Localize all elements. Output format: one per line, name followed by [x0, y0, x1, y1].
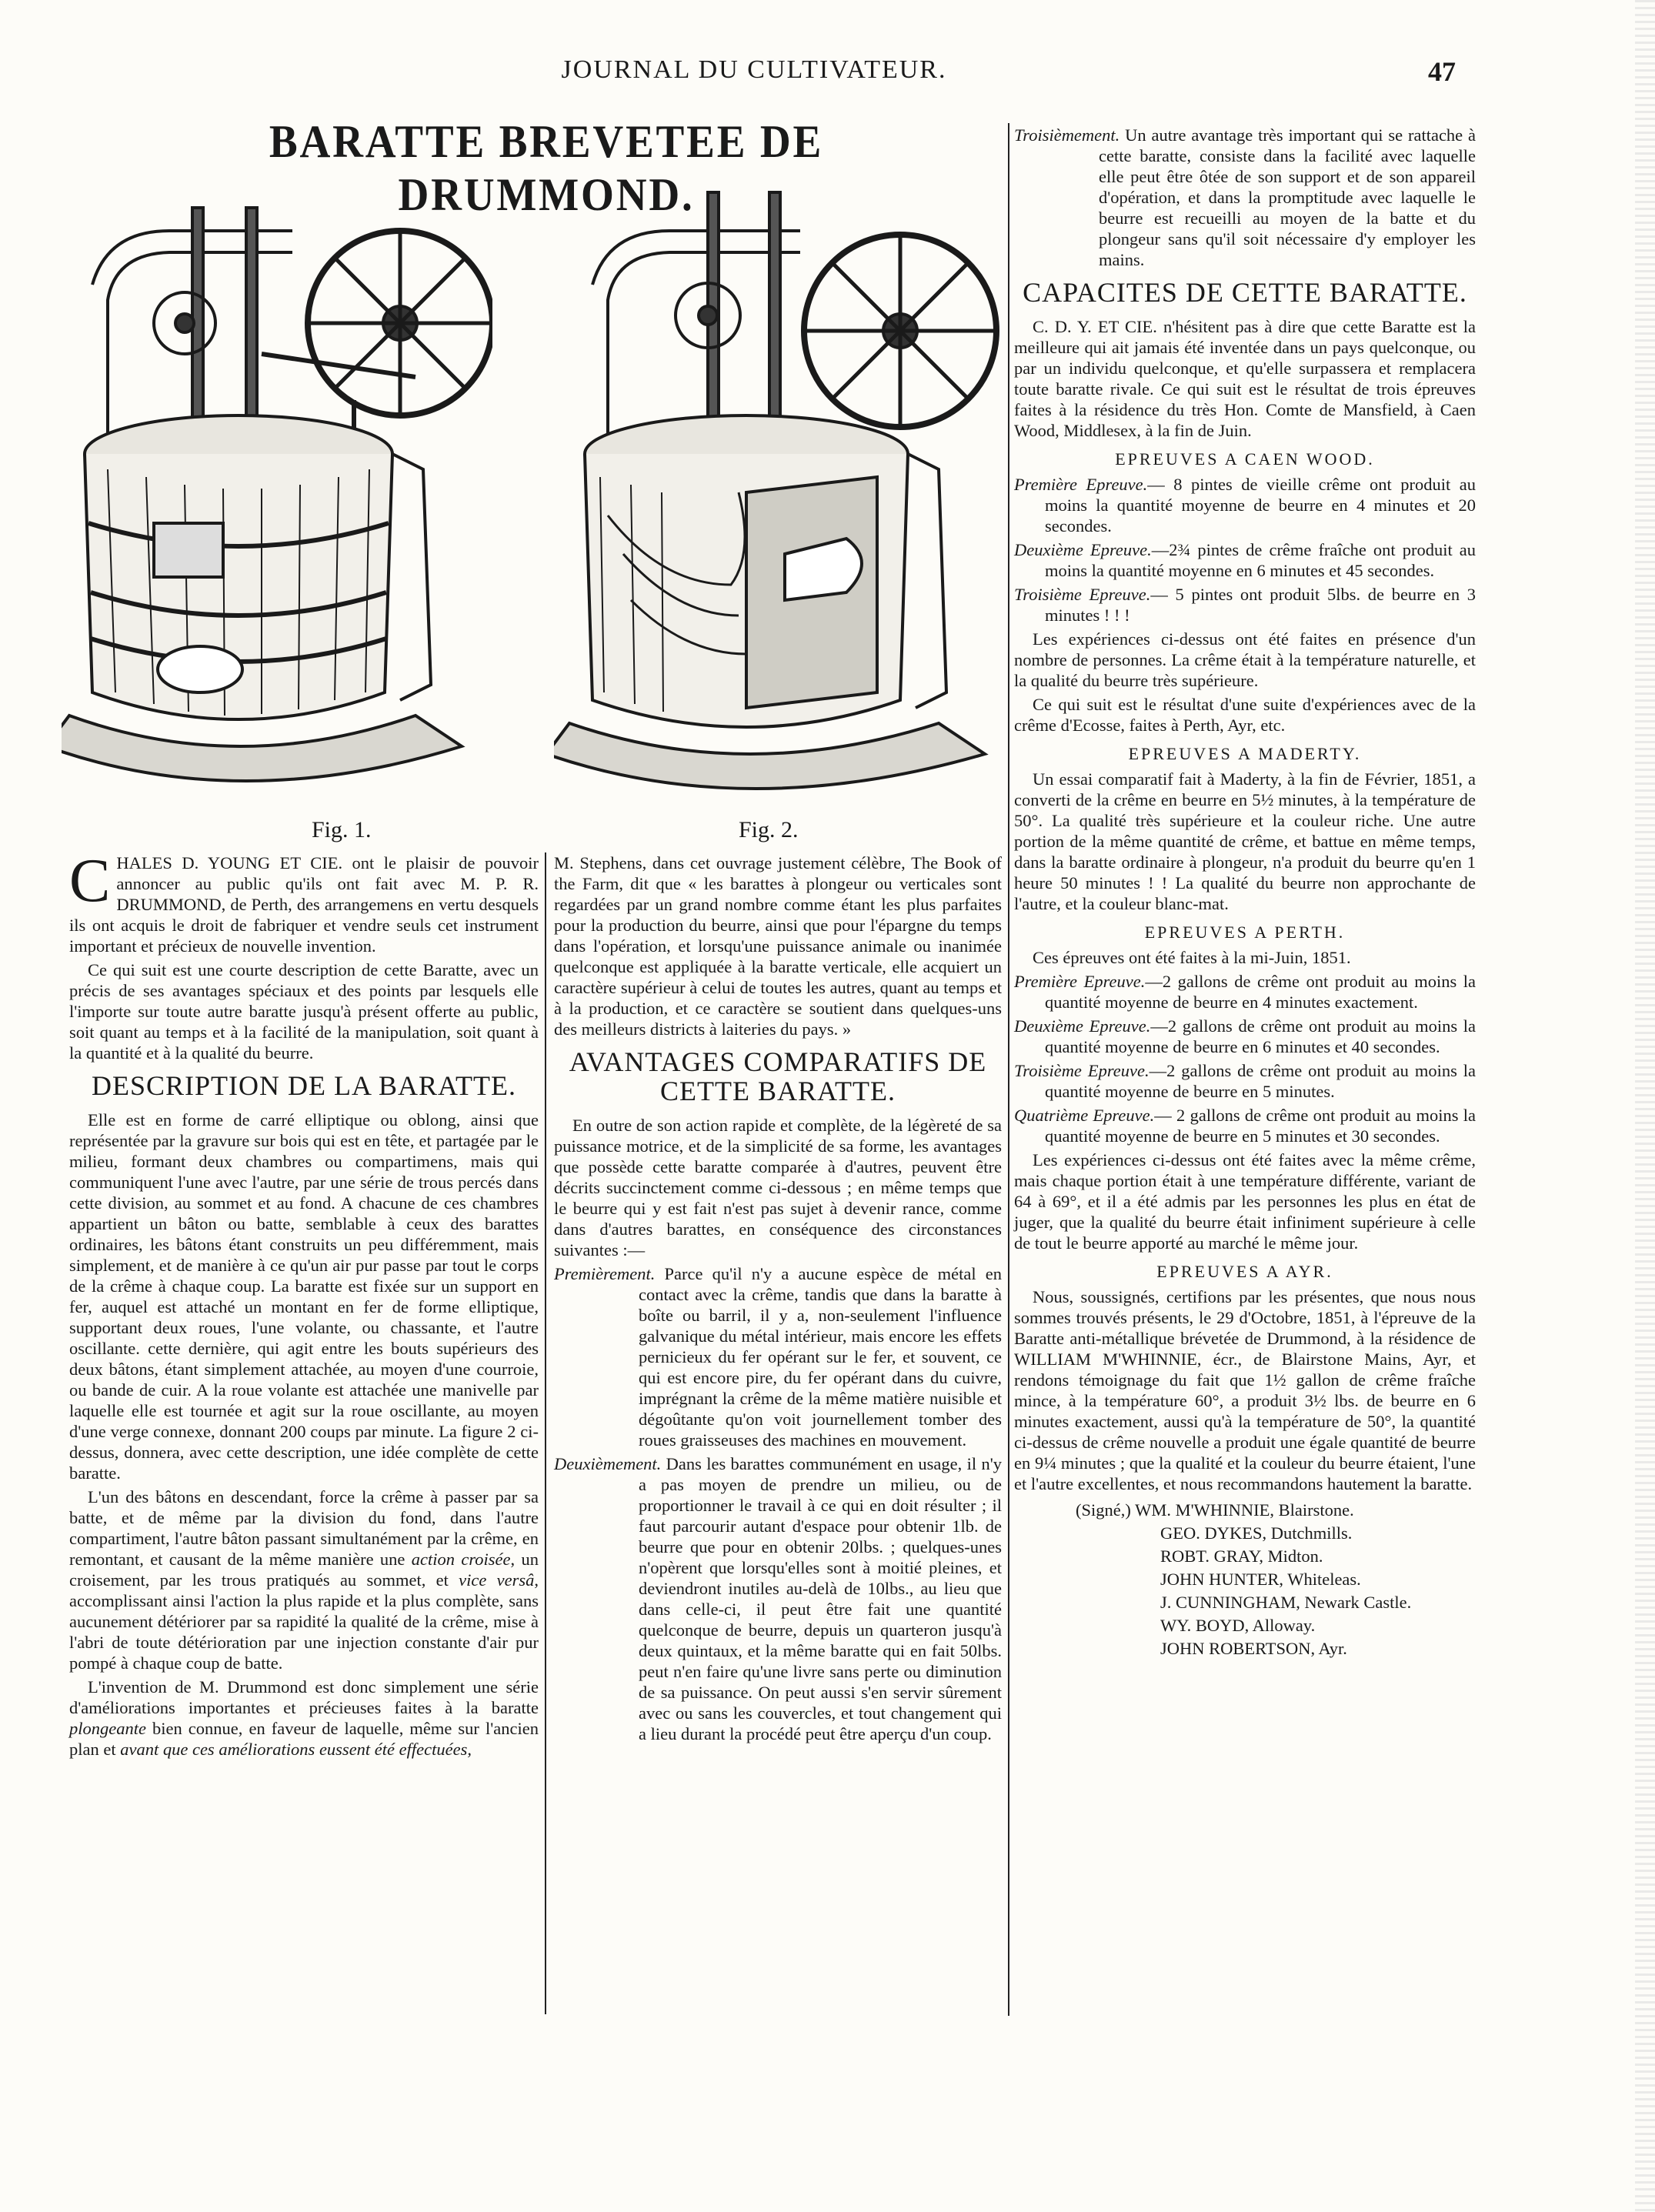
text-run: L'invention de M. Drummond est donc simplement une série d'améliorations importantes et précieuses faites à la baratte — [69, 1677, 539, 1717]
figure-2-churn-open — [554, 154, 1000, 808]
figure-2-caption: Fig. 2. — [739, 817, 799, 842]
perth-note: Les expériences ci-dessus ont été faites avec la même crême, mais chaque portion était à une température différente, variant de 64 à 69°, et il a été admis par les personnes les plus en état de juger, que la qualité du beurre était infiniment supérieure à celle de tout le beurre apporté au marché le même jour. — [1014, 1150, 1476, 1253]
text-run: , un croisement, par les trous pratiqués au sommet, et — [69, 1550, 539, 1590]
signatory: JOHN HUNTER, Whiteleas. — [1160, 1570, 1361, 1589]
column-rule-left — [545, 852, 546, 2014]
page-number: 47 — [1428, 56, 1456, 87]
item-text: Dans les barattes communément en usage, il n'y a pas moyen de prendre un milieu, ou de proportionner le travail à ce qui en doit résulter ; il faut parcourir autant d'espace pour obtenir 1lb. de beurre que pour en obtenir 20lbs. ; quelques-unes n'opèrent que lorsqu'elles sont à moitié pleines, et deviendront inutiles au-delà de 10lbs., au lieu que dans celle-ci, il peut être fait une quantité quelconque de beurre, depuis un quarteron jusqu'à deux quintaux, et la même baratte qui en fait 50lbs. peut n'en faire qu'une livre sans perte ou diminution de sa puissance. On peut aussi s'en servir sûrement avec ou sans les couvercles, et tout changement qui a lieu durant la procédé peut être aperçu d'un coup. — [639, 1454, 1002, 1743]
invention-paragraph — [69, 1677, 539, 1760]
section-heading-advantages: AVANTAGES COMPARATIFS DE CETTE BARATTE. — [569, 1046, 987, 1106]
text-run: , accomplissant ainsi l'action la plus rapide et la plus complète, sans aucunement détériorer par sa rapidité la qualité de la crême, mise à l'abri de toute détérioration par une injection constante d'air pur pompé à chaque coup de batte. — [69, 1570, 539, 1673]
trial-text: —2¾ pintes de crême fraîche ont produit au moins la quantité moyenne en 6 minutes et 45 secondes. — [1045, 540, 1476, 580]
trial-entry — [1014, 971, 1476, 1013]
trial-entry — [1014, 1105, 1476, 1146]
section-heading-description: DESCRIPTION DE LA BARATTE. — [91, 1070, 516, 1101]
trial-entry — [1014, 584, 1476, 626]
capacities-paragraph: C. D. Y. ET CIE. n'hésitent pas à dire que cette Baratte est la meilleure qui ait jamais été inventée dans un pays quelconque, ou par un individu quelconque, et qu'elle surpassera et remplacera toute baratte rivale. Ce qui suit est le résultat de trois épreuves faites à la résidence du très Hon. Comte de Mansfield, à Caen Wood, Middlesex, à la fin de Juin. — [1014, 317, 1476, 440]
text-run: bien connue, en faveur de laquelle, même sur l'ancien plan et — [69, 1719, 539, 1759]
trial-text: —2 gallons de crême ont produit au moins la quantité moyenne de beurre en 6 minutes et 40 secondes. — [1045, 1016, 1476, 1056]
signatory: JOHN ROBERTSON, Ayr. — [1160, 1639, 1347, 1658]
second-advantage — [554, 1453, 1002, 1744]
item-label: Troisièmement. — [1014, 125, 1120, 145]
emphasis: plongeante — [69, 1719, 146, 1738]
subheading-caen-wood: EPREUVES A CAEN WOOD. — [1115, 449, 1375, 469]
column-3 — [1014, 125, 1476, 1660]
action-paragraph — [69, 1486, 539, 1673]
column-2 — [554, 852, 1002, 1747]
trial-text: — 8 pintes de vieille crême ont produit au moins la quantité moyenne de beurre en 4 minutes et 20 secondes. — [1045, 475, 1476, 535]
signatory: WM. M'WHINNIE, Blairstone. — [1135, 1500, 1354, 1520]
subheading-ayr: EPREUVES A AYR. — [1156, 1262, 1333, 1281]
signatory: GEO. DYKES, Dutchmills. — [1160, 1523, 1353, 1543]
description-paragraph: Elle est en forme de carré elliptique ou oblong, ainsi que représentée par la gravure sur bois qui est en tête, et partagée par le milieu, formant deux chambres ou compartimens, mais qui communiquent l'une avec l'autre, par une série de trous percés dans cette division, au sommet et au fond. A chacune de ces chambres appartient un bâton ou batte, semblable à ceux des barattes ordinaires, les bâtons étant construits un peu différemment, mais simplement, et de manière à ce qu'un air pur passe par tout le corps de la crême à chaque coup. La baratte est fixée sur un support en fer, auquel est attaché un montant en fer de forme elliptique, supportant deux roues, l'une volante, ou chassante, et l'autre oscillante. cette dernière, qui agit entre les bouts supérieurs des deux bâtons, étant simplement attachée, au moyen d'une courroie, ou bande de cuir. A la roue volante est attachée une manivelle par laquelle elle est tournée et agit sur la roue oscillante, au moyen d'une verge connexe, donnant 200 coups par minute. La figure 2 ci-dessus, donnera, avec cette description, une idée complète de cette baratte. — [69, 1110, 539, 1483]
item-text: Parce qu'il n'y a aucune espèce de métal en contact avec la crême, tandis que dans la baratte à boîte ou barril, il y a, non-seulement l'influence galvanique du métal intérieur, mais encore les effets pernicieux du fer opérant sur le fer, et souvent, ce qui est encore pire, du fer opérant dans du cuivre, imprégnant la crême de la même matière nuisible et dégoûtante qu'on voit journellement tomber des roues graisseuses des machines en mouvement. — [639, 1264, 1002, 1450]
third-advantage — [1014, 125, 1476, 270]
column-rule-right — [1008, 123, 1009, 2016]
trial-text: —2 gallons de crême ont produit au moins la quantité moyenne de beurre en 4 minutes exactement. — [1045, 972, 1476, 1012]
signatures — [1076, 1499, 1476, 1660]
description-intro: Ce qui suit est une courte description de cette Baratte, avec un précis de ses avantages spéciaux et des points par lesquels elle l'importe sur toute autre baratte jusqu'à présent offerte au public, soit quant au temps et à la facilité de la manipulation, soit quant à la quantité et à la qualité du beurre. — [69, 960, 539, 1063]
signed-label: (Signé,) — [1076, 1500, 1131, 1520]
running-header: JOURNAL DU CULTIVATEUR. — [561, 55, 947, 84]
trial-label: Deuxième Epreuve. — [1014, 540, 1152, 559]
subheading-maderty: EPREUVES A MADERTY. — [1128, 744, 1362, 763]
item-label: Premièrement. — [554, 1264, 656, 1283]
emphasis: action croisée — [411, 1550, 511, 1569]
trial-label: Troisième Epreuve. — [1014, 585, 1151, 604]
trial-entry — [1014, 1016, 1476, 1057]
text-run: L'un des bâtons en descendant, force la crême à passer par sa batte, et de même par la division du fond, dans l'autre compartiment, l'autre bâton passant simultanément par la crême, en remontant, et causant de la même manière une — [69, 1487, 539, 1569]
intro-paragraph — [69, 847, 539, 956]
advantages-intro: En outre de son action rapide et complète, de la légèreté de sa puissance motrice, et de la simplicité de sa forme, les avantages que possède cette baratte comparée à d'autres, peuvent être décrits succinctement comme ci-dessous ; en même temps que le beurre qui y est fait n'est pas sujet à devenir rance, comme dans d'autres barattes, en conséquence des circonstances suivantes :— — [554, 1116, 1002, 1259]
item-label: Deuxièmement. — [554, 1454, 662, 1473]
trial-label: Deuxième Epreuve. — [1014, 1016, 1151, 1036]
trial-text: — 5 pintes ont produit 5lbs. de beurre en 3 minutes ! ! ! — [1045, 585, 1476, 625]
trial-label: Première Epreuve. — [1014, 972, 1146, 991]
scotland-note: Ce qui suit est le résultat d'une suite d'expériences avec de la crême d'Ecosse, faites à Perth, Ayr, etc. — [1014, 695, 1476, 735]
subheading-perth: EPREUVES A PERTH. — [1144, 923, 1346, 942]
signatory: WY. BOYD, Alloway. — [1160, 1616, 1316, 1635]
signature-line — [1076, 1499, 1476, 1522]
item-text: Un autre avantage très important qui se rattache à cette baratte, consiste dans la facilité avec laquelle elle peut être ôtée de son support et de son appareil d'opération, et dans la promptitude avec laquelle le beurre est recueilli au moyen de la batte et du plongeur sans qu'il soit nécessaire d'y employer les mains. — [1099, 125, 1476, 269]
first-advantage — [554, 1263, 1002, 1450]
figure-1-churn — [62, 162, 492, 808]
section-heading-capacities: CAPACITES DE CETTE BARATTE. — [1023, 277, 1467, 308]
maderty-paragraph: Un essai comparatif fait à Maderty, à la fin de Février, 1851, a converti de la crême en beurre en 5½ minutes, à la température de 50°. La qualité très supérieure et la couleur riche. Une autre portion de la même quantité de crême, et battue en même temps, dans la baratte ordinaire à plongeur, n'a produit du beurre qu'en 1 heure 50 minutes ! ! La qualité du beurre non approchante de l'autre, et la couleur blanc-mat. — [1014, 769, 1476, 913]
figure-1-caption: Fig. 1. — [312, 817, 372, 842]
ayr-certificate: Nous, soussignés, certifions par les présentes, que nous nous sommes trouvés présents, le 29 d'Octobre, 1851, à l'épreuve de la Baratte anti-métallique brévetée de Drummond, à la résidence de WILLIAM M'WHINNIE, écr., de Blairstone Mains, Ayr, et rendons témoignage du fait que 1½ gallon de crême fraîche mince, à la température 60°, a produit 3½ lbs. de beurre en 6 minutes exactement, aussi qu'à la température de 50°, la quantité ci-dessus de crême nouvelle a produit une égale quantité de beurre en 9¼ minutes ; que la qualité et la couleur du beurre étaient, l'une et l'autre excellentes, et nous recommandons hautement la baratte. — [1014, 1287, 1476, 1493]
trial-entry — [1014, 539, 1476, 581]
trial-label: Quatrième Epreuve. — [1014, 1106, 1155, 1125]
stephens-quote: M. Stephens, dans cet ouvrage justement célèbre, The Book of the Farm, dit que « les barattes à plongeur ou verticales sont regardées par un grand nombre comme étant les plus parfaites pour la production du beurre, ainsi que pour l'épargne du temps dans l'opération, et lorsqu'une puissance animale ou inanimée quelconque est appliquée à la baratte verticale, elle acquiert un caractère supérieur à celui de toutes les autres, quant au temps et à la production, et ce caractère se soutient dans quelques-uns des meilleurs districts à laiteries du pays. » — [554, 853, 1002, 1039]
column-1 — [69, 847, 539, 1763]
trial-entry — [1014, 474, 1476, 536]
perth-intro: Ces épreuves ont été faites à la mi-Juin, 1851. — [1033, 948, 1351, 967]
signatory: ROBT. GRAY, Midton. — [1160, 1546, 1323, 1566]
trial-label: Première Epreuve. — [1014, 475, 1148, 494]
signatory: J. CUNNINGHAM, Newark Castle. — [1160, 1593, 1412, 1612]
trial-text: —2 gallons de crême ont produit au moins la quantité moyenne de beurre en 5 minutes. — [1045, 1061, 1476, 1101]
main-title: BARATTE BREVETEE DE DRUMMOND. — [269, 116, 824, 220]
drop-cap: C — [69, 847, 111, 915]
trial-entry — [1014, 1060, 1476, 1102]
page-edge-shadow — [1635, 0, 1655, 2212]
intro-text: HALES D. YOUNG ET CIE. ont le plaisir de pouvoir annoncer au public qu'ils ont fait avec M. P. R. DRUMMOND, de Perth, des arrangemens en vertu desquels ils ont acquis le droit de fabriquer et vendre seuls cet instrument important et précieux de nouvelle invention. — [69, 853, 539, 956]
emphasis: vice versâ — [459, 1570, 535, 1590]
caen-wood-note: Les expériences ci-dessus ont été faites en présence d'un nombre de personnes. La crême était à la température naturelle, et la qualité du beurre très supérieure. — [1014, 629, 1476, 690]
trial-text: — 2 gallons de crême ont produit au moins la quantité moyenne de beurre en 5 minutes et 30 secondes. — [1045, 1106, 1476, 1146]
emphasis: avant que ces améliorations eussent été effectuées, — [120, 1740, 472, 1759]
trial-label: Troisième Epreuve. — [1014, 1061, 1149, 1080]
